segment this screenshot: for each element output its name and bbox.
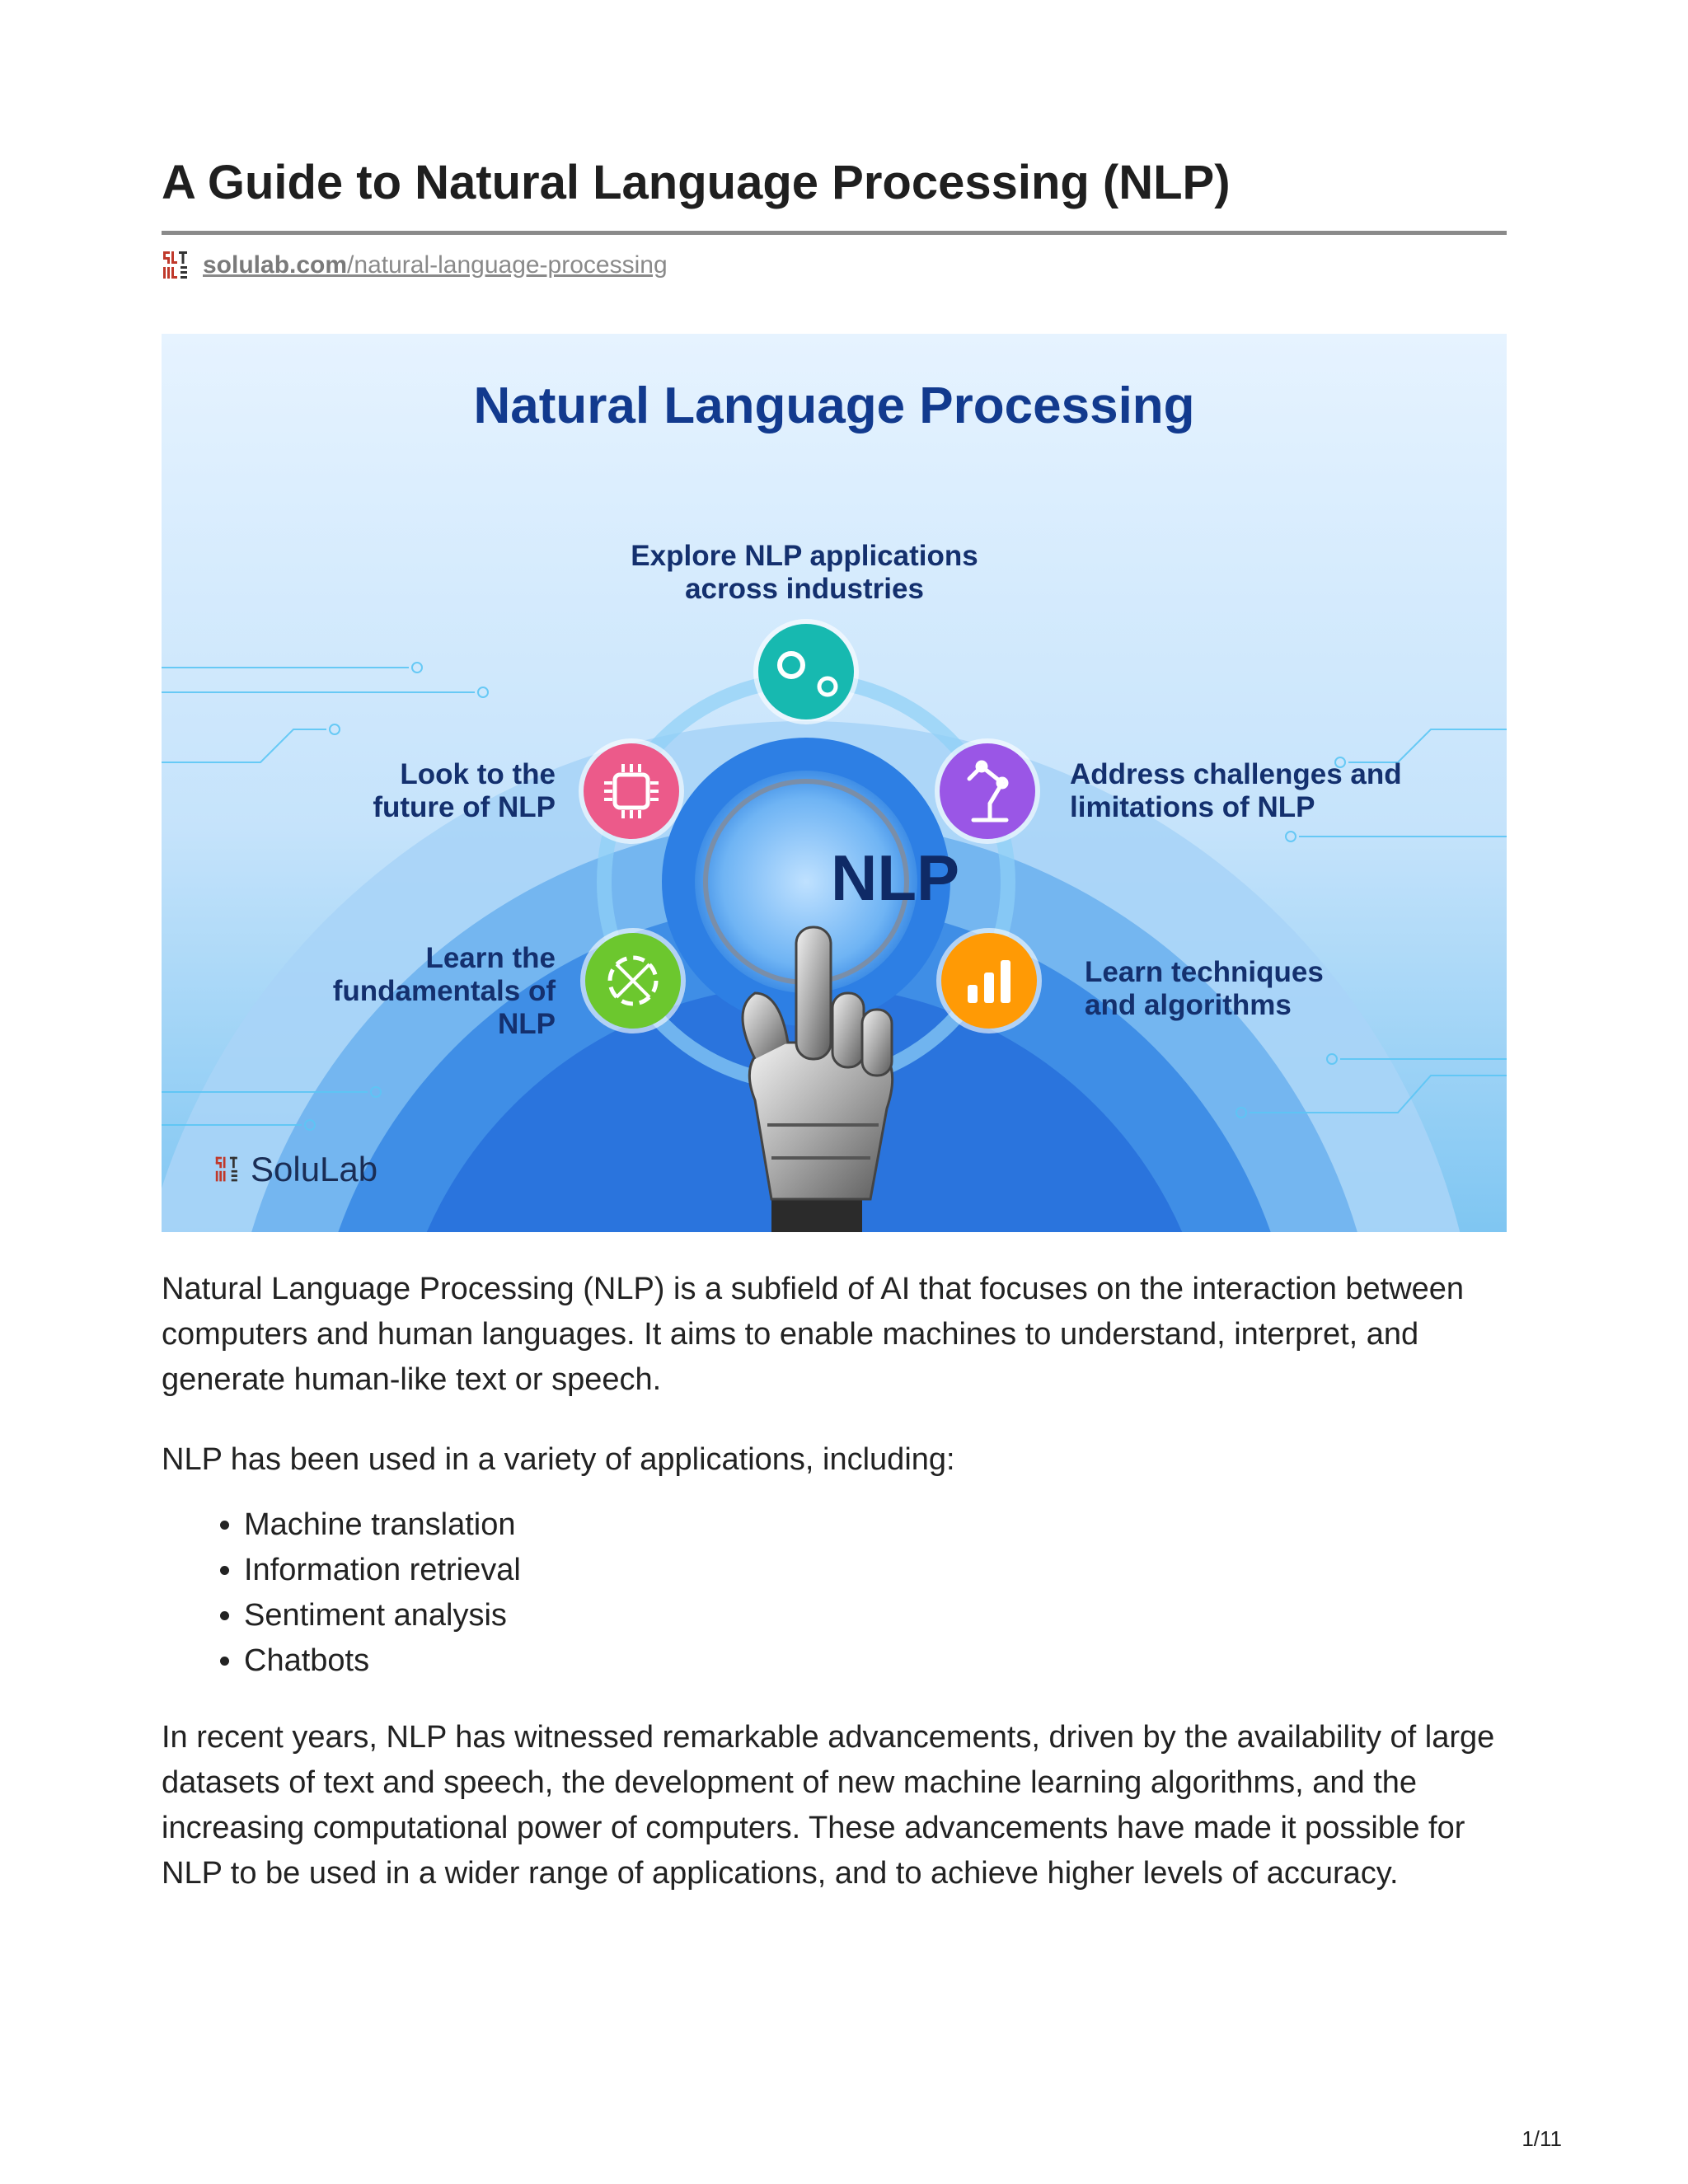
robot-arm-icon xyxy=(935,738,1040,844)
paragraph-advancements: In recent years, NLP has witnessed remarkable advancements, driven by the availability of large datasets of text and speech, the development of new machine learning algorithms, and the increasing computational power of computers. These advancements have made it possible for NLP to be used in a wider range of applications, and to achieve higher levels of accuracy. xyxy=(162,1720,1495,1891)
solulab-logo-icon xyxy=(162,249,195,282)
source-link[interactable]: solulab.com/natural-language-processing xyxy=(203,251,668,279)
article-body xyxy=(162,1267,1507,1896)
brand-name: SoluLab xyxy=(251,1150,378,1188)
gears-icon xyxy=(753,619,859,724)
paragraph-intro: Natural Language Processing (NLP) is a subfield of AI that focuses on the interaction between computers and human languages. It aims to enable machines to understand, interpret, and generate human-like text or speech. xyxy=(162,1272,1465,1397)
item-techniques-algorithms: Learn techniques and algorithms xyxy=(1085,956,1324,1021)
nlp-infographic xyxy=(162,334,1507,1232)
bar-chart-icon xyxy=(936,928,1042,1033)
list-item: • Information retrieval xyxy=(244,1548,1507,1593)
infographic-title: Natural Language Processing xyxy=(473,377,1195,434)
page-number: 1/11 xyxy=(1522,2126,1562,2151)
source-line xyxy=(162,246,1507,284)
network-icon xyxy=(580,928,686,1033)
infographic-center-label: NLP xyxy=(831,841,959,914)
item-fundamentals: Learn the fundamentals of NLP xyxy=(332,942,556,1040)
item-future-of-nlp: Look to the future of NLP xyxy=(373,758,556,823)
applications-list xyxy=(162,1502,1507,1684)
list-item: • Sentiment analysis xyxy=(244,1593,1507,1638)
page xyxy=(162,148,1507,1931)
paragraph-applications: NLP has been used in a variety of applications, including: xyxy=(162,1442,955,1477)
article-title: A Guide to Natural Language Processing (NLP) xyxy=(162,148,1507,235)
item-challenges-limitations: Address challenges and limitations of NLP xyxy=(1070,758,1402,823)
list-item: • Machine translation xyxy=(244,1502,1507,1548)
chip-icon xyxy=(579,738,684,844)
solulab-brand xyxy=(214,1150,377,1189)
list-item: • Chatbots xyxy=(244,1638,1507,1684)
solulab-logo-icon xyxy=(214,1155,244,1184)
item-explore-applications: Explore NLP applications across industries xyxy=(631,540,978,605)
